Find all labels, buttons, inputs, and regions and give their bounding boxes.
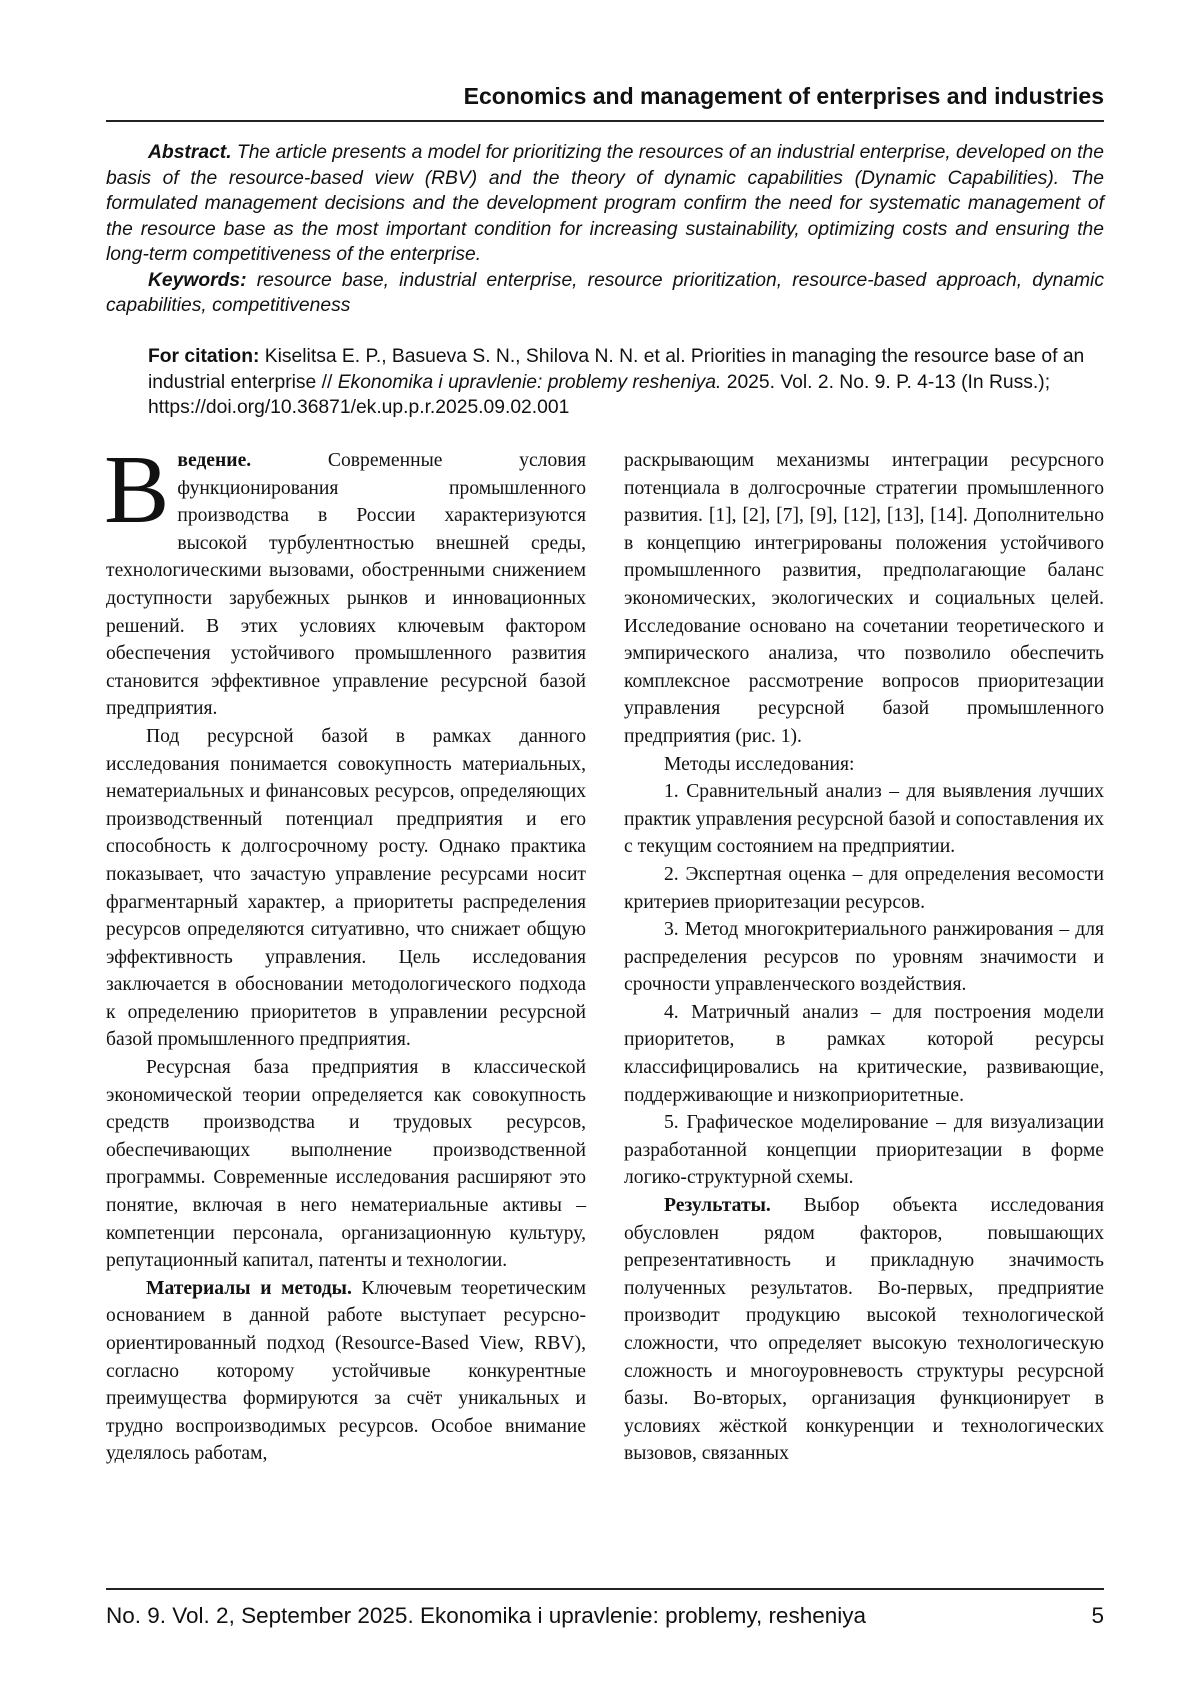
methods-text: Ключевым теоретическим основанием в данной работе выступает ресурсно-ориентированный подход (Resource-Based View, RBV), согласно которому устойчивые конкурентные преимущества формируются за счёт уникальных и трудно воспроизводимых ресурсов. Особое внимание уделялось работам, (106, 1278, 586, 1465)
abstract-block (106, 140, 1104, 319)
method-item: 1. Сравнительный анализ – для выявления лучших практик управления ресурсной базой и сопоставления их с текущим состоянием на предприятии. (624, 778, 1104, 861)
methods-heading: Материалы и методы. (146, 1278, 352, 1299)
right-column (624, 447, 1104, 1468)
intro-paragraph (106, 447, 586, 723)
abstract-paragraph (106, 140, 1104, 268)
citation-block (148, 344, 1104, 421)
footer-rule (106, 1588, 1104, 1590)
method-item: 2. Экспертная оценка – для определения весомости критериев приоритезации ресурсов. (624, 861, 1104, 916)
drop-cap: В (104, 451, 169, 531)
body-paragraph: Под ресурсной базой в рамках данного исследования понимается совокупность материальных, нематериальных и финансовых ресурсов, определяющих производственный потенциал предприятия и его способность к долгосрочному росту. Однако практика показывает, что зачастую управление ресурсами носит фрагментарный характер, а приоритеты распределения ресурсов определяются ситуативно, что снижает общую эффективность управления. Цель исследования заключается в обосновании методологического подхода к определению приоритетов в управлении ресурсной базой промышленного предприятия. (106, 723, 586, 1054)
methods-paragraph (106, 1275, 586, 1468)
left-column (106, 447, 586, 1468)
intro-heading: ведение. (177, 450, 251, 471)
method-item: 3. Метод многокритериального ранжирования – для распределения ресурсов по уровням значимости и срочности управленческого воздействия. (624, 916, 1104, 999)
journal-page (0, 0, 1200, 1698)
citation-label: For citation: (148, 346, 259, 367)
citation-text-before: Kiselitsa E. P., Basueva S. N., Shilova N. N. et al. Priorities in managing the resource base of an industrial enterprise // (148, 346, 1084, 393)
method-item: 4. Матричный анализ – для построения модели приоритетов, в рамках которой ресурсы классифицировались на критические, развивающие, поддерживающие и низкоприоритетные. (624, 999, 1104, 1109)
body-paragraph: Ресурсная база предприятия в классической экономической теории определяется как совокупность средств производства и трудовых ресурсов, обеспечивающих выполнение производственной программы. Современные исследования расширяют это понятие, включая в него нематериальные активы – компетенции персонала, организационную культуру, репутационный капитал, патенты и технологии. (106, 1054, 586, 1275)
citation-text-after: 2025. Vol. 2. No. 9. P. 4-13 (In Russ.); https://doi.org/10.36871/ek.up.p.r.2025.09.02.001 (148, 372, 1050, 419)
page-number: 5 (1060, 1600, 1104, 1632)
keywords-label: Keywords: (148, 270, 247, 291)
footer-journal-line: No. 9. Vol. 2, September 2025. Ekonomika i upravlenie: problemy, resheniya (106, 1600, 866, 1632)
header-rule (106, 120, 1104, 122)
methods-intro: Методы исследования: (624, 751, 1104, 779)
running-head: Economics and management of enterprises and industries (106, 80, 1104, 112)
method-item: 5. Графическое моделирование – для визуализации разработанной концепции приоритезации в форме логико-структурной схемы. (624, 1109, 1104, 1192)
abstract-text: The article presents a model for prioritizing the resources of an industrial enterprise, developed on the basis of the resource-based view (RBV) and the theory of dynamic capabilities (Dynamic Capabilities). The formulated management decisions and the development program confirm the need for systematic management of the resource base as the most important condition for increasing sustainability, optimizing costs and ensuring the long-term competitiveness of the enterprise. (106, 142, 1104, 265)
results-heading: Результаты. (664, 1195, 771, 1216)
keywords-paragraph (106, 268, 1104, 319)
results-paragraph (624, 1192, 1104, 1468)
results-text: Выбор объекта исследования обусловлен рядом факторов, повышающих репрезентативность и прикладную значимость полученных результатов. Во-первых, предприятие производит продукцию высокой технологической сложности, что определяет высокую технологическую сложность и многоуровневость структуры ресурсной базы. Во-вторых, организация функционирует в условиях жёсткой конкуренции и технологических вызовов, связанных (624, 1195, 1104, 1464)
keywords-text: resource base, industrial enterprise, resource prioritization, resource-based approach, dynamic capabilities, competitiveness (106, 270, 1104, 317)
body-paragraph: раскрывающим механизмы интеграции ресурсного потенциала в долгосрочные стратегии промышленного развития. [1], [2], [7], [9], [12], [13], [14]. Дополнительно в концепцию интегрированы положения устойчивого промышленного развития, предполагающие баланс экономических, экологических и социальных целей. Исследование основано на сочетании теоретического и эмпирического анализа, что позволило обеспечить комплексное рассмотрение вопросов приоритезации управления ресурсной базой промышленного предприятия (рис. 1). (624, 447, 1104, 751)
citation-journal: Ekonomika i upravlenie: problemy resheniya. (338, 372, 722, 393)
intro-text: Современные условия функционирования промышленного производства в России характеризуются высокой турбулентностью внешней среды, технологическими вызовами, обостренными снижением доступности зарубежных рынков и инновационных решений. В этих условиях ключевым фактором обеспечения устойчивого промышленного развития становится эффективное управление ресурсной базой предприятия. (106, 450, 586, 719)
abstract-label: Abstract. (148, 142, 232, 163)
